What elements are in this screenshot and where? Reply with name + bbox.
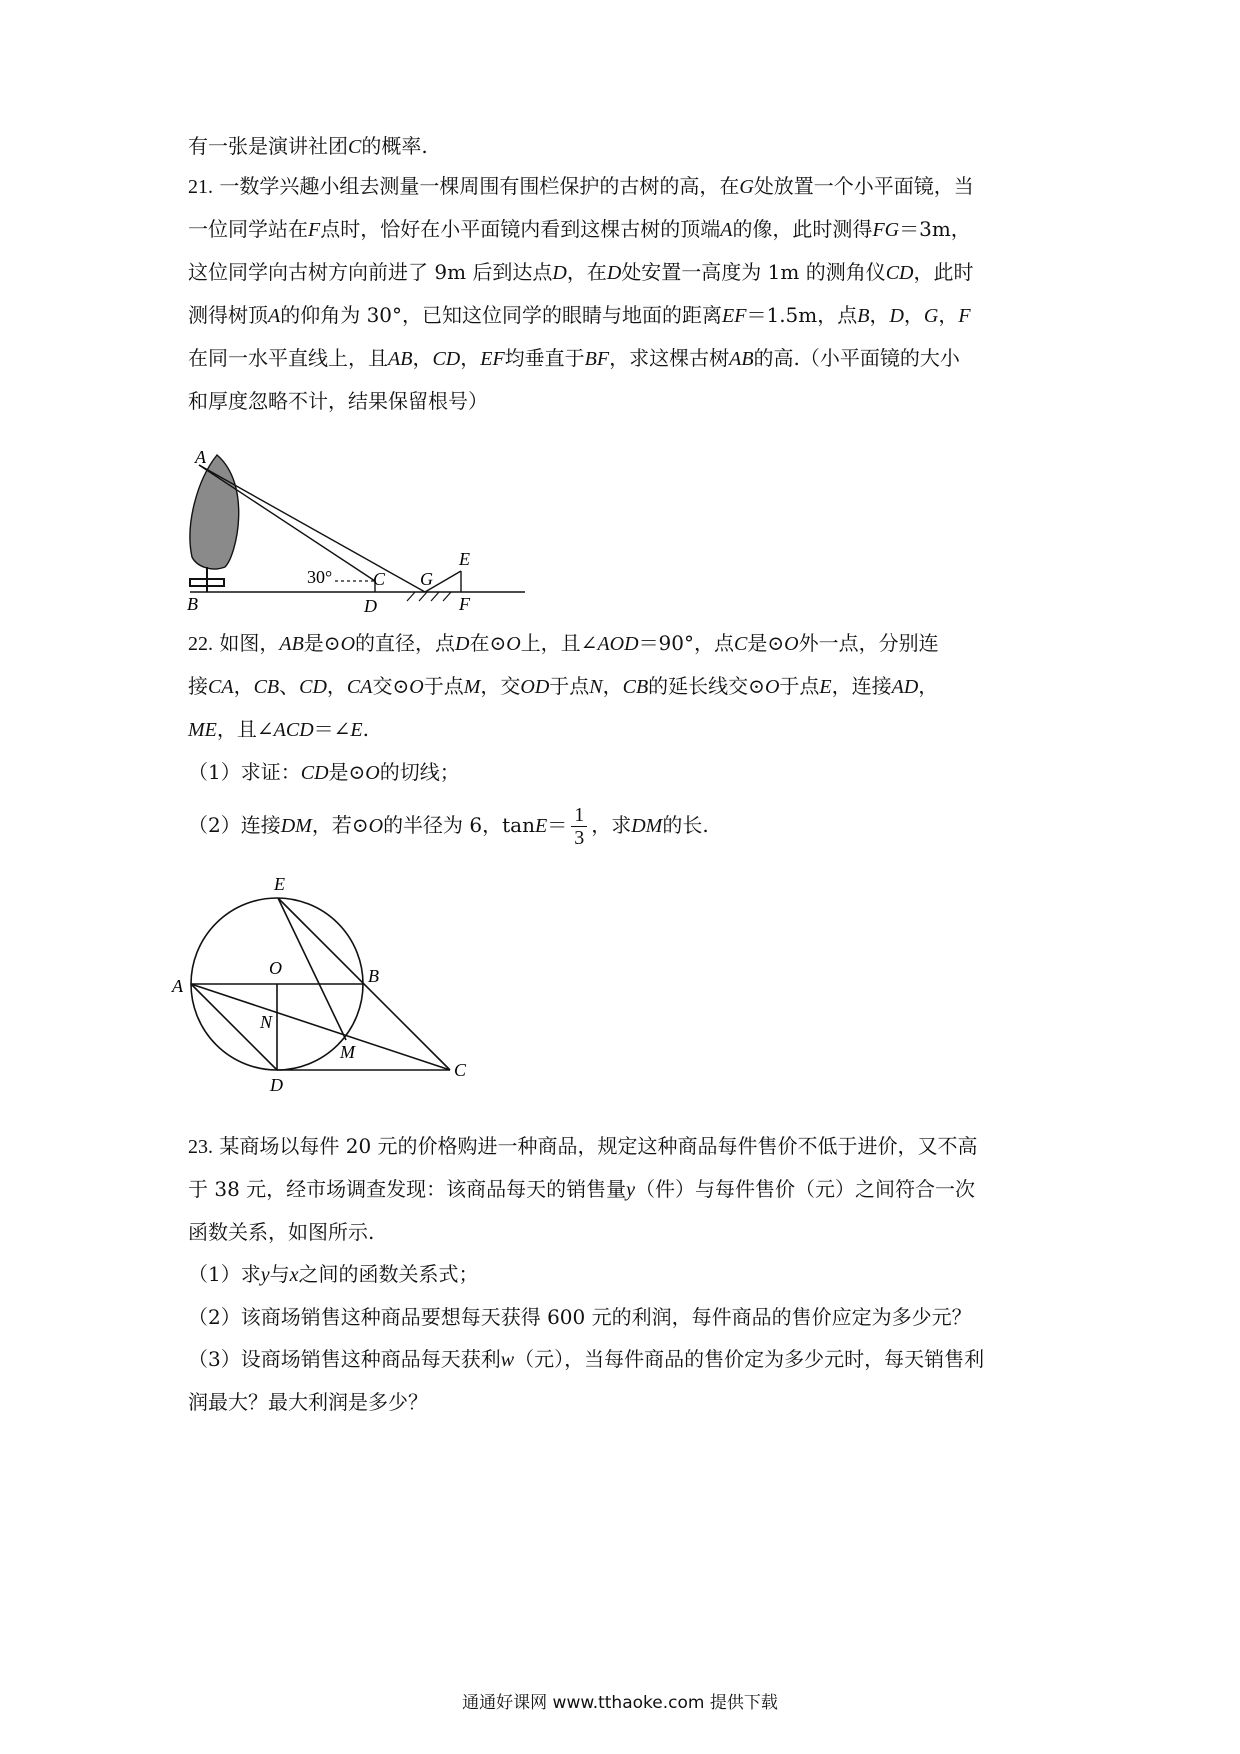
- tree-crown: [190, 455, 239, 569]
- q23-part-2: （2）该商场销售这种商品要想每天获得 600 元的利润，每件商品的售价应定为多少元？: [188, 1305, 972, 1329]
- q23-part-1: （1）求y与x之间的函数关系式；: [188, 1262, 479, 1286]
- label-O: O: [269, 958, 282, 978]
- mirror-hatching: [407, 592, 451, 601]
- q23-line-2: 于 38 元，经市场调查发现：该商品每天的销售量y（件）与每件售价（元）之间符合一次: [188, 1177, 976, 1201]
- footer-download-note: 通通好课网 www.tthaoke.com 提供下载: [462, 1693, 778, 1713]
- label-M: M: [340, 1042, 355, 1062]
- line-AC: [191, 984, 450, 1070]
- question-23: [188, 1125, 1068, 1423]
- q23-line-3: 函数关系，如图所示.: [188, 1220, 375, 1244]
- line-EM: [278, 898, 346, 1040]
- q21-line-5: 在同一水平直线上，且AB，CD，EF均垂直于BF，求这棵古树AB的高.（小平面镜的大小: [188, 346, 960, 370]
- q21-line-6: 和厚度忽略不计，结果保留根号）: [188, 389, 488, 413]
- fraction-one-third: $\frac{1}{3}$: [571, 804, 587, 849]
- label-B: B: [187, 594, 198, 614]
- q21-line-1: 21. 一数学兴趣小组去测量一棵周围有围栏保护的古树的高，在G处放置一个小平面镜，当: [188, 174, 974, 198]
- q21-figure: [185, 445, 530, 615]
- q22-line-3: ME，且∠ACD＝∠E.: [188, 717, 369, 741]
- label-E: E: [274, 874, 285, 894]
- q21-line-2: 一位同学站在F点时，恰好在小平面镜内看到这棵古树的顶端A的像，此时测得FG＝3m，: [188, 217, 971, 241]
- q23-part-3: （3）设商场销售这种商品每天获利w（元），当每件商品的售价定为多少元时，每天销售利: [188, 1347, 985, 1371]
- q22-part-2: （2）连接DM，若⊙O的半径为 6，tanE＝ $\frac{1}{3}$ ，求DM的长.: [188, 804, 709, 849]
- question-22: [188, 622, 1068, 857]
- label-B: B: [368, 966, 379, 986]
- label-F: F: [459, 594, 470, 614]
- q20-tail: [188, 125, 1068, 168]
- q22-part-1: （1）求证：CD是⊙O的切线；: [188, 760, 460, 784]
- q23-part-4: 润最大？最大利润是多少？: [188, 1390, 428, 1414]
- q22-figure: [170, 868, 490, 1108]
- q22-line-1: 22. 如图，AB是⊙O的直径，点D在⊙O上，且∠AOD＝90°，点C是⊙O外一点，分别连: [188, 631, 939, 655]
- label-G: G: [420, 569, 433, 589]
- label-C: C: [373, 569, 386, 589]
- label-A: A: [172, 976, 183, 996]
- q22-line-2: 接CA，CB、CD，CA交⊙O于点M，交OD于点N，CB的延长线交⊙O于点E，连接AD，: [188, 674, 939, 698]
- label-D: D: [270, 1075, 283, 1095]
- label-E: E: [459, 549, 470, 569]
- q23-line-1: 23. 某商场以每件 20 元的价格购进一种商品，规定这种商品每件售价不低于进价，又不高: [188, 1134, 978, 1158]
- label-C: C: [454, 1060, 467, 1080]
- q20-tail-line: 有一张是演讲社团C的概率.: [188, 134, 428, 158]
- label-A: A: [195, 447, 206, 467]
- q21-line-4: 测得树顶A的仰角为 30°，已知这位同学的眼睛与地面的距离EF＝1.5m，点B，D，G，F: [188, 303, 971, 327]
- label-N: N: [260, 1012, 273, 1032]
- q21-line-3: 这位同学向古树方向前进了 9m 后到达点D，在D处安置一高度为 1m 的测角仪CD，此时: [188, 260, 974, 284]
- label-angle: 30°: [307, 567, 333, 587]
- label-D: D: [364, 596, 377, 615]
- question-21: [188, 165, 1068, 422]
